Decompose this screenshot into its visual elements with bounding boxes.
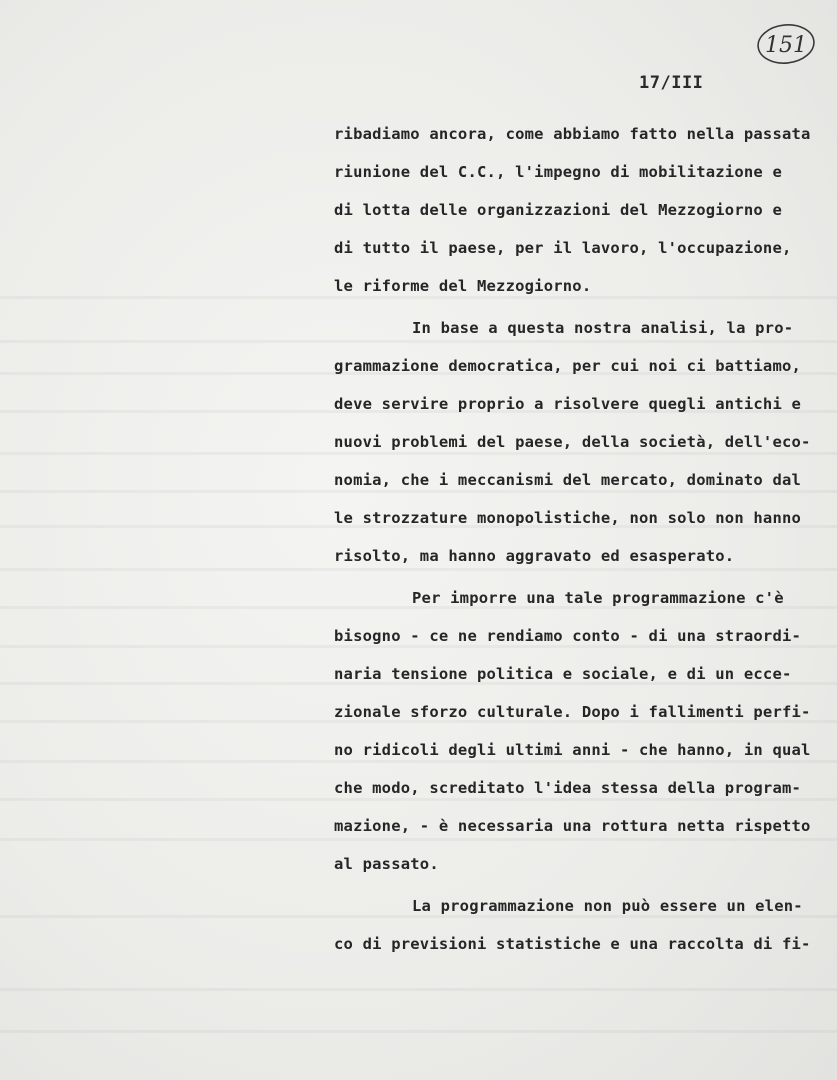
text-line: nuovi problemi del paese, della società, dell'eco- (334, 433, 811, 451)
text-line: naria tensione politica e sociale, e di un ecce- (334, 665, 792, 683)
bleed-through-line (0, 1030, 837, 1033)
bleed-through-line (0, 490, 837, 493)
text-line: riunione del C.C., l'impegno di mobilitazione e (334, 163, 782, 181)
bleed-through-line (0, 760, 837, 763)
text-line: co di previsioni statistiche e una raccolta di fi- (334, 935, 811, 953)
stamp-number: 151 (765, 33, 807, 58)
bleed-through-line (0, 340, 837, 343)
text-line: deve servire proprio a risolvere quegli antichi e (334, 395, 802, 413)
text-line: al passato. (334, 855, 439, 873)
text-line: bisogno - ce ne rendiamo conto - di una straordi- (334, 627, 802, 645)
text-line: grammazione democratica, per cui noi ci battiamo, (334, 357, 802, 375)
text-line: di tutto il paese, per il lavoro, l'occupazione, (334, 239, 792, 257)
text-line: che modo, screditato l'idea stessa della program- (334, 779, 802, 797)
text-line: La programmazione non può essere un elen- (412, 897, 803, 915)
bleed-through-line (0, 988, 837, 991)
folio-number: 17/III (639, 73, 704, 93)
text-line: le riforme del Mezzogiorno. (334, 277, 592, 295)
bleed-through-line (0, 296, 837, 299)
text-line: no ridicoli degli ultimi anni - che hanno, in qual (334, 741, 811, 759)
text-line: nomia, che i meccanismi del mercato, dominato dal (334, 471, 802, 489)
text-line: le strozzature monopolistiche, non solo non hanno (334, 509, 802, 527)
bleed-through-line (0, 568, 837, 571)
text-line: risolto, ma hanno aggravato ed esasperato. (334, 547, 735, 565)
text-line: Per imporre una tale programmazione c'è (412, 589, 784, 607)
text-line: zionale sforzo culturale. Dopo i fallimenti perfi- (334, 703, 811, 721)
bleed-through-line (0, 798, 837, 801)
bleed-through-line (0, 452, 837, 455)
text-line: ribadiamo ancora, come abbiamo fatto nella passata (334, 125, 811, 143)
text-line: di lotta delle organizzazioni del Mezzogiorno e (334, 201, 782, 219)
handwritten-page-number-stamp (755, 22, 817, 66)
text-line: In base a questa nostra analisi, la pro- (412, 319, 794, 337)
bleed-through-line (0, 838, 837, 841)
text-line: mazione, - è necessaria una rottura netta rispetto (334, 817, 811, 835)
